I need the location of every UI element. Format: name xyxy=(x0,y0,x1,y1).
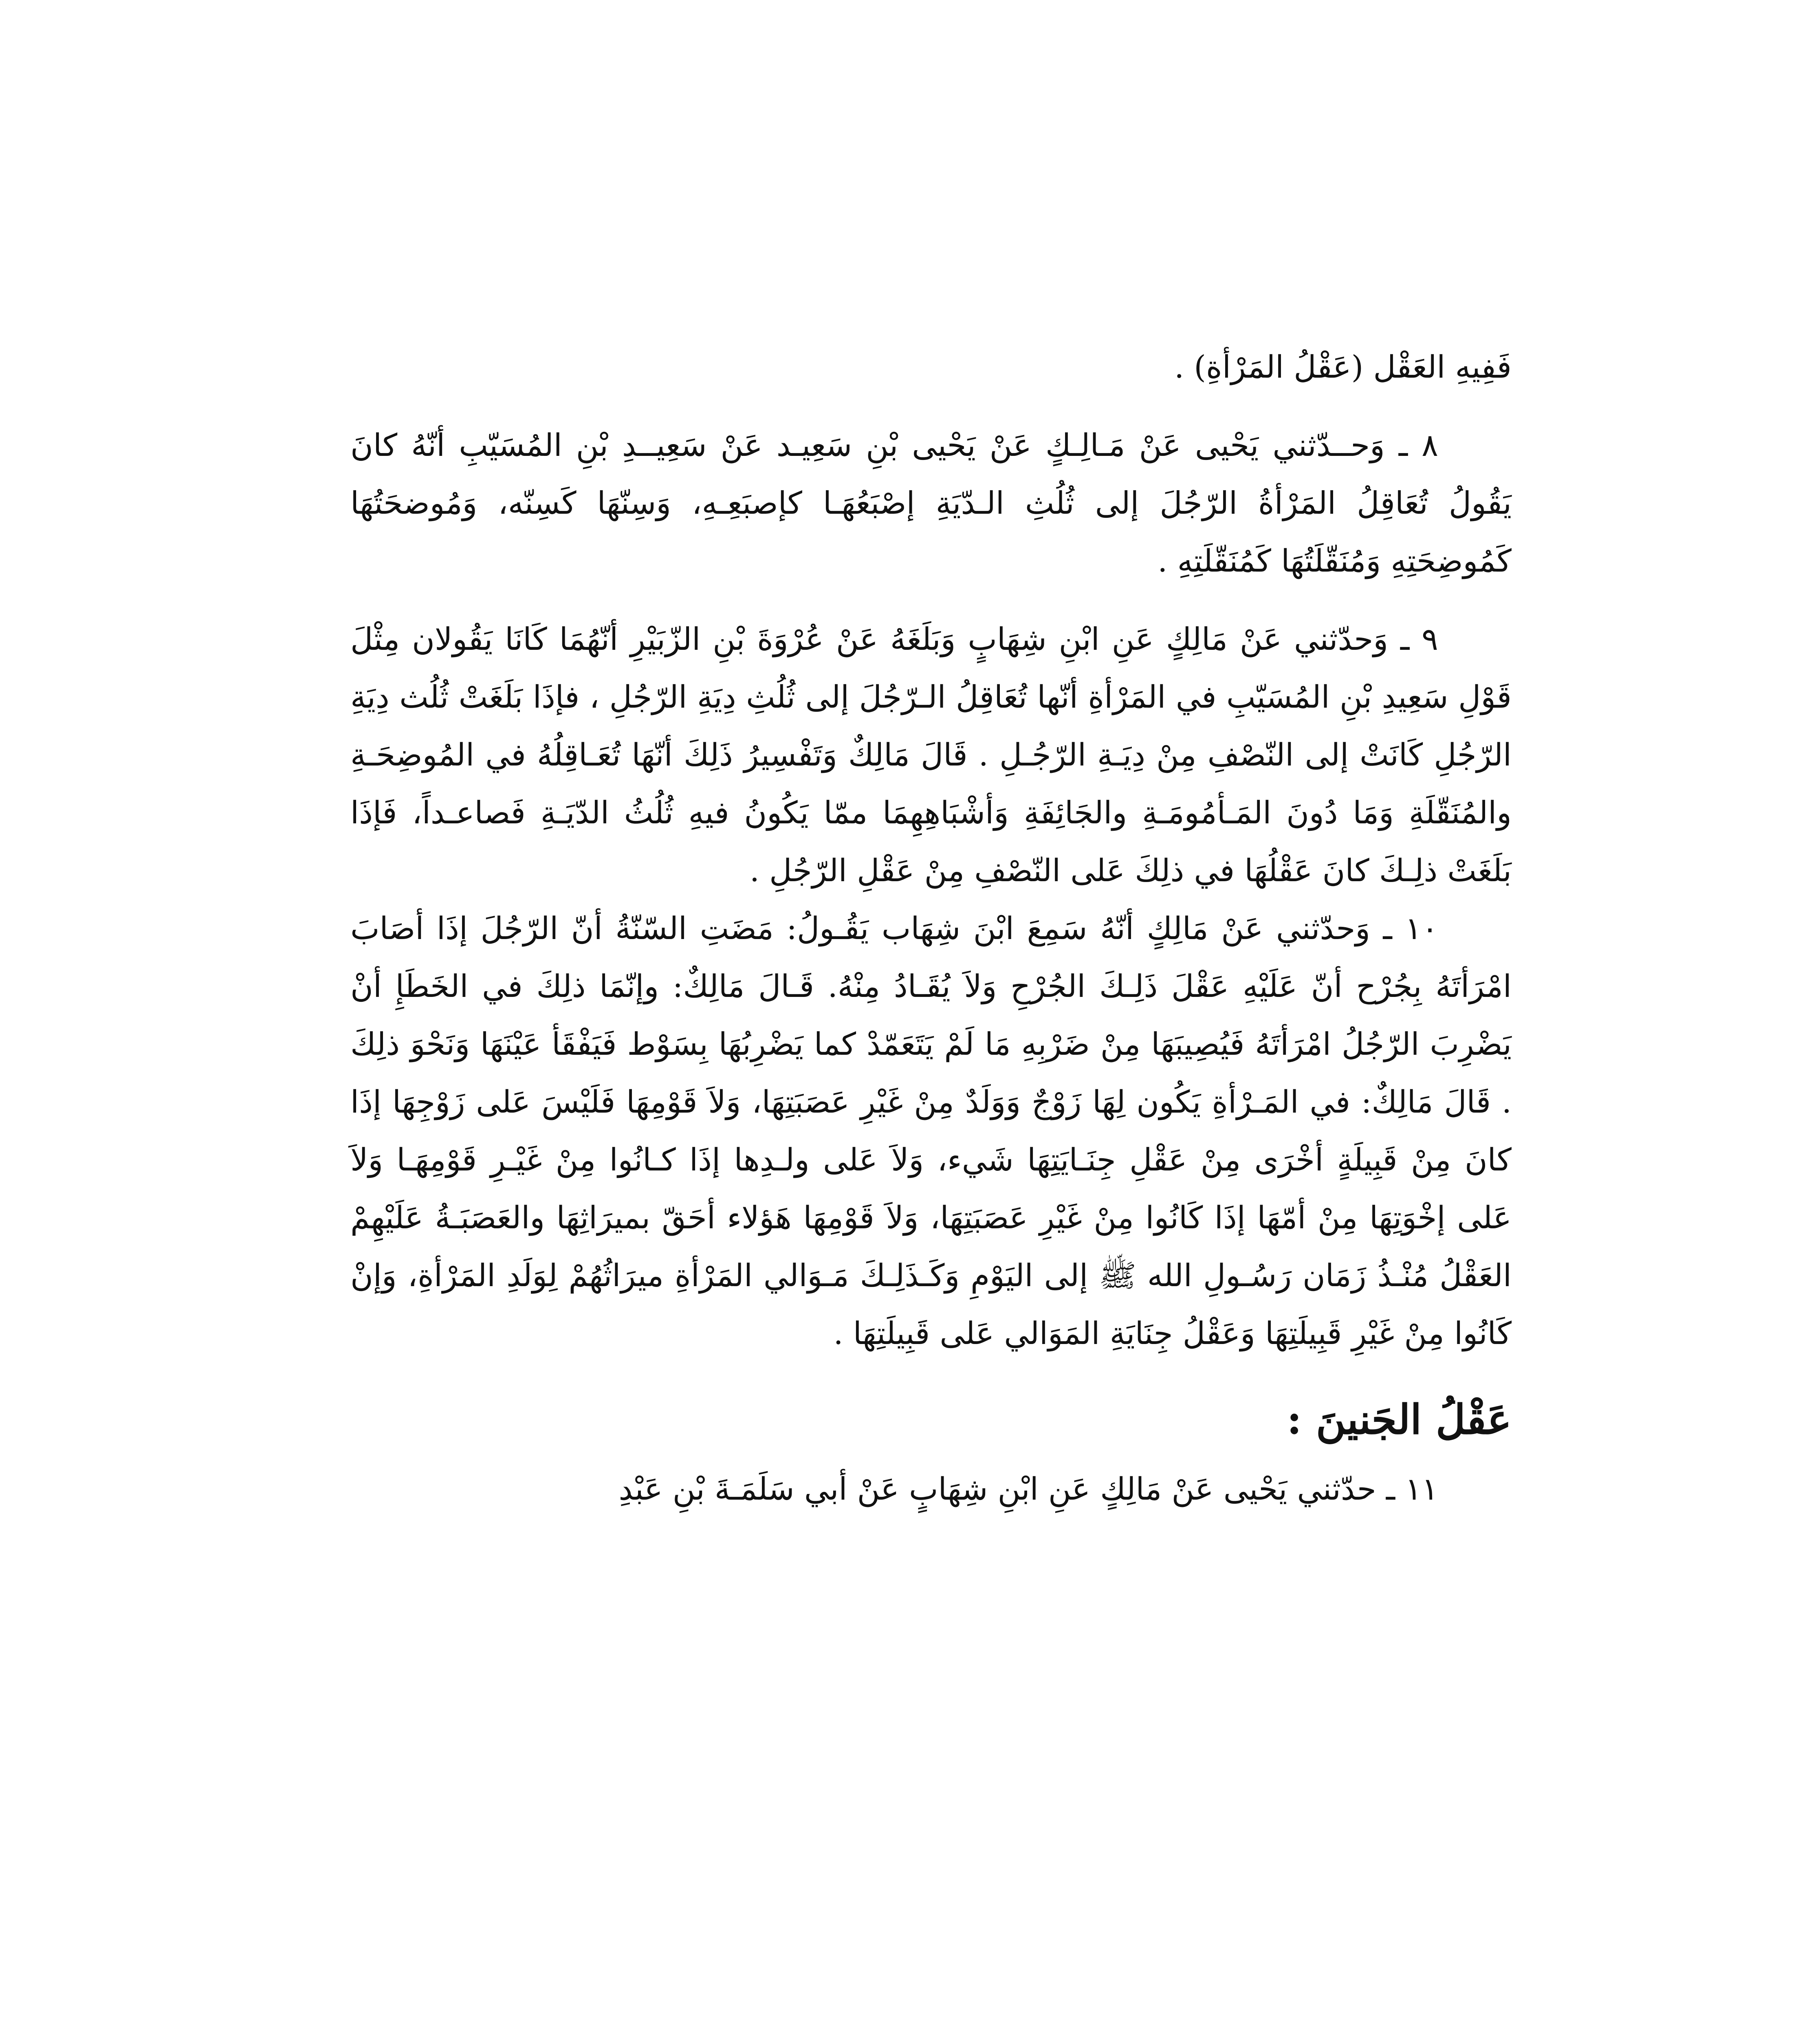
paragraph-8: ٨ ـ وَحــدّثني يَحْيى عَنْ مَـالِـكٍ عَنْ يَحْيى بْنِ سَعِيـد عَنْ سَعِيــدِ بْنِ المُسَيّبِ أنّهُ كانَ يَقُولُ تُعَاقِلُ المَرْأةُ الرّجُلَ إلى ثُلُثِ الـدّيَةِ إصْبَعُهَـا كإصبَعِـهِ، وَسِنّهَا كَسِنّه، وَمُوضحَتُهَا كَمُوضِحَتِهِ وَمُنَقّلَتُهَا كَمُنَقّلَتِهِ . xyxy=(350,427,1512,579)
paragraph-11: ١١ ـ حدّثني يَحْيى عَنْ مَالِكٍ عَنِ ابْنِ شِهَابٍ عَنْ أبي سَلَمَـةَ بْنِ عَبْدِ xyxy=(618,1471,1438,1507)
paragraph-10: ١٠ ـ وَحدّثني عَنْ مَالِكٍ أنّهُ سَمِعَ ابْنَ شِهَاب يَقُـولُ: مَضَتِ السّنّةُ أنّ الرّجُلَ إذَا أصَابَ امْرَأتَهُ بِجُرْح أنّ عَلَيْهِ عَقْلَ ذَلِـكَ الجُرْحِ وَلاَ يُقَـادُ مِنْهُ. قَـالَ مَالِكٌ: وإنّمَا ذلِكَ في الخَطَإِ أنْ يَضْرِبَ الرّجُلُ امْرَأتَهُ فَيُصِيبَهَا مِنْ ضَرْبِهِ مَا لَمْ يَتَعَمّدْ كما يَضْرِبُهَا بِسَوْط فَيَفْقَأ عَيْنَهَا وَنَحْوَ ذلِكَ . قَالَ مَالِكٌ: في المَـرْأةِ يَكُون لِهَا زَوْجٌ وَوَلَدٌ مِنْ غَيْرِ عَصَبَتِهَا، وَلاَ قَوْمِهَا فَلَيْسَ عَلى زَوْجِهَا إذَا كانَ مِنْ قَبِيلَةٍ أخْرَى مِنْ عَقْلِ جِنَـايَتِهَا شَيء، وَلاَ عَلى ولـدِها إذَا كـانُوا مِنْ غَيْـرِ قَوْمِهَـا وَلاَ عَلى إخْوَتِهَا مِنْ أمّهَا إذَا كَانُوا مِنْ غَيْرِ عَصَبَتِهَا، وَلاَ قَوْمِهَا هَؤلاء أحَقّ بميرَاثِهَا والعَصَبَـةُ عَلَيْهِمْ العَقْلُ مُنْـذُ زَمَان رَسُـولِ الله ﷺ إلى اليَوْمِ وَكَـذَلِـكَ مَـوَالي المَرْأةِ ميرَاثُهُمْ لِوَلَدِ المَرْأةِ، وَإنْ كَانُوا مِنْ غَيْرِ قَبِيلَتِهَا وَعَقْلُ جِنَايَةِ المَوَالي عَلى قَبِيلَتِهَا . xyxy=(350,910,1512,1351)
main-text xyxy=(350,338,1512,1518)
section-heading: عَقْلُ الجَنينَ : xyxy=(1287,1395,1512,1443)
paragraph-9: ٩ ـ وَحدّثني عَنْ مَالِكٍ عَنِ ابْنِ شِهَابٍ وَبَلَغَهُ عَنْ عُرْوَةَ بْنِ الزّبَيْرِ أنّهُمَا كَانَا يَقُولان مِثْلَ قَوْلِ سَعِيدِ بْنِ المُسَيّبِ في المَرْأةِ أنّها تُعَاقِلُ الـرّجُلَ إلى ثُلُثِ دِيَةِ الرّجُلِ ، فإذَا بَلَغَتْ ثُلُث دِيَةِ الرّجُلِ كَانَتْ إلى النّصْفِ مِنْ دِيَـةِ الرّجُـلِ . قَالَ مَالِكٌ وَتَفْسِيرُ ذَلِكَ أنّهَا تُعَـاقِلُهُ في المُوضِحَـةِ والمُنَقّلَةِ وَمَا دُونَ المَـأمُومَـةِ والجَائِفَةِ وَأشْبَاهِهِمَا ممّا يَكُونُ فيهِ ثُلُثُ الدّيَـةِ فَصاعـداً، فَإذَا بَلَغَتْ ذلِـكَ كانَ عَقْلُهَا في ذلِكَ عَلى النّصْفِ مِنْ عَقْلِ الرّجُلِ . xyxy=(350,621,1512,889)
paragraph-continuation: فَفِيهِ العَقْل (عَقْلُ المَرْأةِ) . xyxy=(1174,349,1512,385)
